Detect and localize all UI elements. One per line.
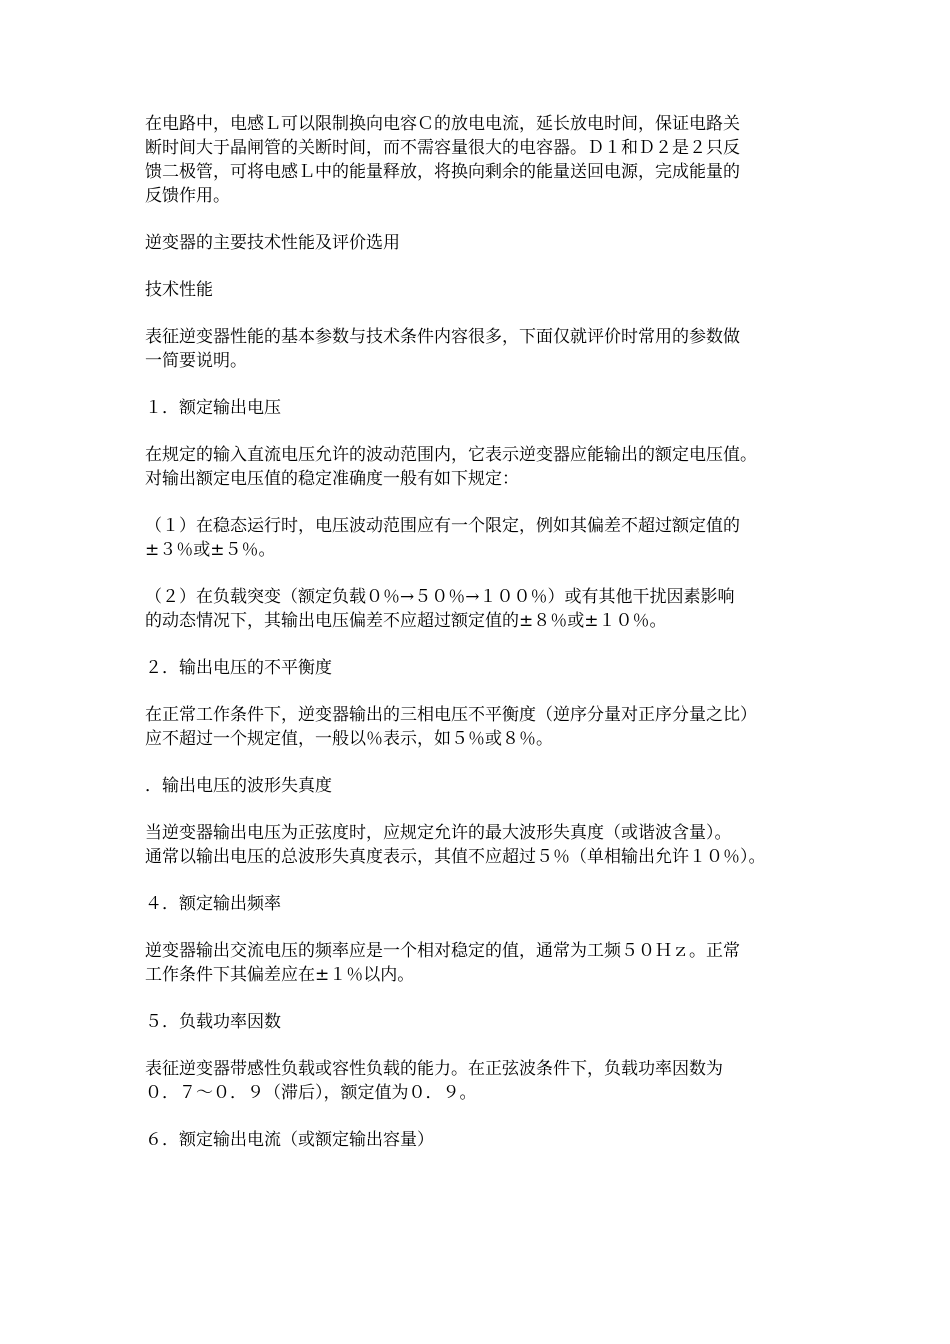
text-line: 当逆变器输出电压为正弦度时，应规定允许的最大波形失真度（或谐波含量）。: [145, 823, 732, 843]
paragraph: [145, 892, 825, 916]
text-line: ±３％或±５％。: [145, 540, 276, 560]
text-line: ５．负载功率因数: [145, 1012, 281, 1032]
paragraph: [145, 514, 825, 562]
text-line: 的动态情况下，其输出电压偏差不应超过额定值的±８％或±１０％。: [145, 611, 667, 631]
paragraph: [145, 1010, 825, 1034]
document-body: [145, 112, 825, 1175]
paragraph: [145, 821, 825, 869]
text-line: 在电路中，电感Ｌ可以限制换向电容Ｃ的放电电流，延长放电时间，保证电路关: [145, 114, 740, 134]
text-line: （２）在负载突变（额定负载０％→５０％→１００％）或有其他干扰因素影响: [145, 587, 735, 607]
paragraph: [145, 443, 825, 491]
text-line: 对输出额定电压值的稳定准确度一般有如下规定：: [145, 469, 519, 489]
text-line: 工作条件下其偏差应在±１％以内。: [145, 965, 415, 985]
text-line: ２．输出电压的不平衡度: [145, 658, 332, 678]
text-line: 馈二极管，可将电感Ｌ中的能量释放，将换向剩余的能量送回电源，完成能量的: [145, 162, 740, 182]
paragraph: [145, 396, 825, 420]
text-line: １．额定输出电压: [145, 398, 281, 418]
paragraph: [145, 325, 825, 373]
text-line: 应不超过一个规定值，一般以％表示，如５％或８％。: [145, 729, 553, 749]
paragraph: [145, 656, 825, 680]
text-line: （１）在稳态运行时，电压波动范围应有一个限定，例如其偏差不超过额定值的: [145, 516, 740, 536]
text-line: 逆变器的主要技术性能及评价选用: [145, 233, 400, 253]
text-line: 技术性能: [145, 280, 213, 300]
text-line: 表征逆变器性能的基本参数与技术条件内容很多，下面仅就评价时常用的参数做: [145, 327, 740, 347]
text-line: ０．７～０．９（滞后），额定值为０．９。: [145, 1083, 477, 1103]
paragraph: [145, 278, 825, 302]
paragraph: [145, 939, 825, 987]
text-line: ６．额定输出电流（或额定输出容量）: [145, 1130, 434, 1150]
text-line: 在正常工作条件下，逆变器输出的三相电压不平衡度（逆序分量对正序分量之比）: [145, 705, 757, 725]
text-line: ４．额定输出频率: [145, 894, 281, 914]
paragraph: [145, 1128, 825, 1152]
paragraph: [145, 774, 825, 798]
text-line: 反馈作用。: [145, 186, 230, 206]
paragraph: [145, 703, 825, 751]
text-line: 在规定的输入直流电压允许的波动范围内，它表示逆变器应能输出的额定电压值。: [145, 445, 757, 465]
text-line: 通常以输出电压的总波形失真度表示，其值不应超过５％（单相输出允许１０％）。: [145, 847, 766, 867]
paragraph: [145, 585, 825, 633]
paragraph: [145, 231, 825, 255]
text-line: ．输出电压的波形失真度: [145, 776, 332, 796]
paragraph: [145, 112, 825, 208]
paragraph: [145, 1057, 825, 1105]
text-line: 一简要说明。: [145, 351, 247, 371]
text-line: 逆变器输出交流电压的频率应是一个相对稳定的值，通常为工频５０Ｈｚ。正常: [145, 941, 740, 961]
text-line: 表征逆变器带感性负载或容性负载的能力。在正弦波条件下，负载功率因数为: [145, 1059, 723, 1079]
text-line: 断时间大于晶闸管的关断时间，而不需容量很大的电容器。Ｄ１和Ｄ２是２只反: [145, 138, 740, 158]
